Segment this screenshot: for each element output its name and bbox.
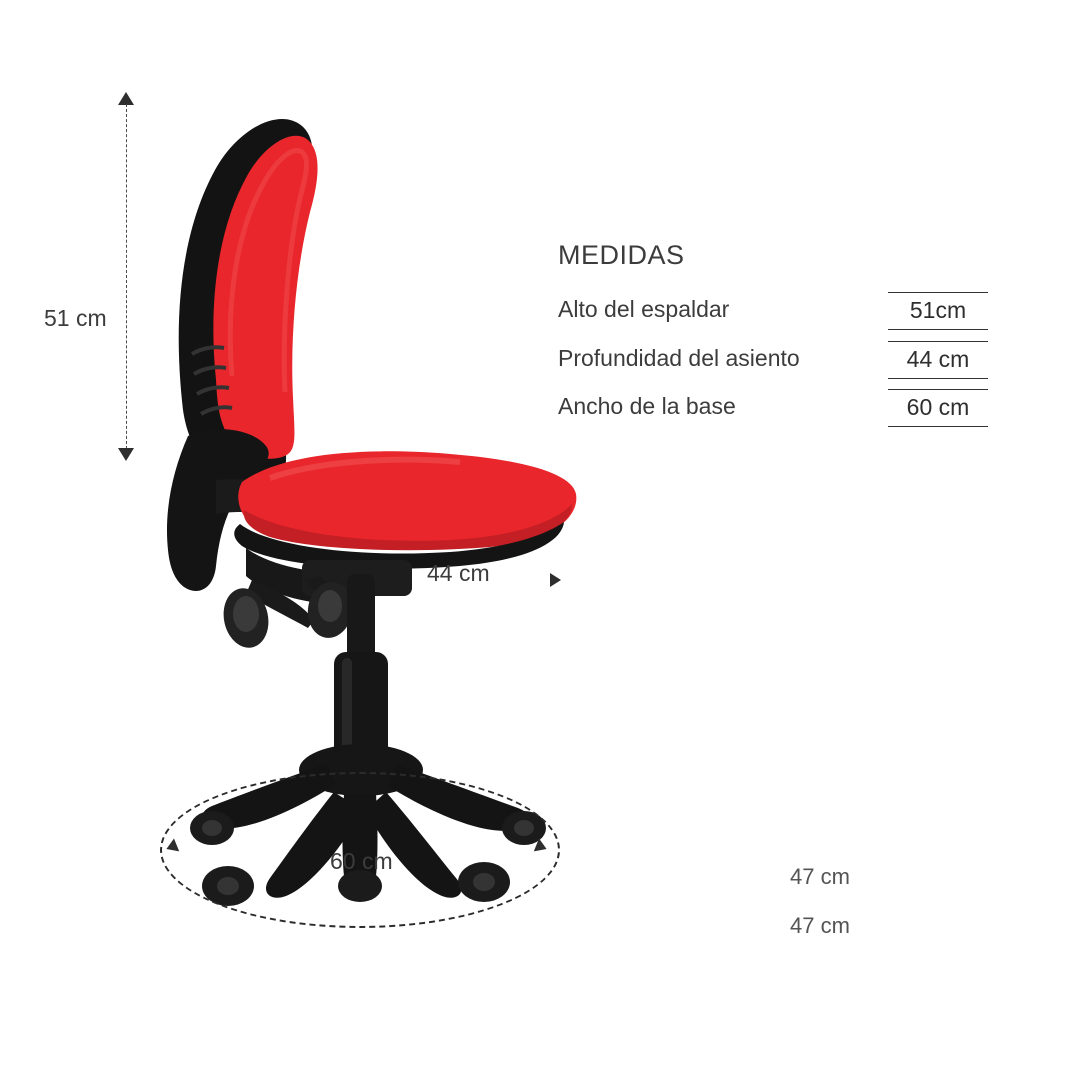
dimension-seat-depth: 44 cm xyxy=(427,560,490,586)
lever-knob-right-inner xyxy=(318,590,342,622)
spec-row-back-height xyxy=(558,296,988,330)
extra-label-1: 47 cm xyxy=(790,864,850,889)
extra-label-2: 47 cm xyxy=(790,913,850,938)
spec-row-seat-depth xyxy=(558,345,988,379)
gas-cylinder-upper xyxy=(347,574,375,660)
spec-label: Ancho de la base xyxy=(558,393,736,419)
arrow-down-icon xyxy=(118,448,134,461)
arrow-right-icon xyxy=(550,573,561,587)
dimension-back-height: 51 cm xyxy=(44,305,107,331)
spec-panel-title: MEDIDAS xyxy=(558,240,685,270)
spec-label: Profundidad del asiento xyxy=(558,345,800,371)
spec-label: Alto del espaldar xyxy=(558,296,730,322)
height-guide-line xyxy=(126,104,127,454)
spec-value: 60 cm xyxy=(888,389,988,427)
dimension-base-width: 60 cm xyxy=(330,848,393,874)
spec-row-base-width xyxy=(558,393,988,427)
spec-value: 51cm xyxy=(888,292,988,330)
lever-knob-left-inner xyxy=(233,596,259,632)
spec-value: 44 cm xyxy=(888,341,988,379)
gas-cylinder-highlight xyxy=(342,658,352,752)
